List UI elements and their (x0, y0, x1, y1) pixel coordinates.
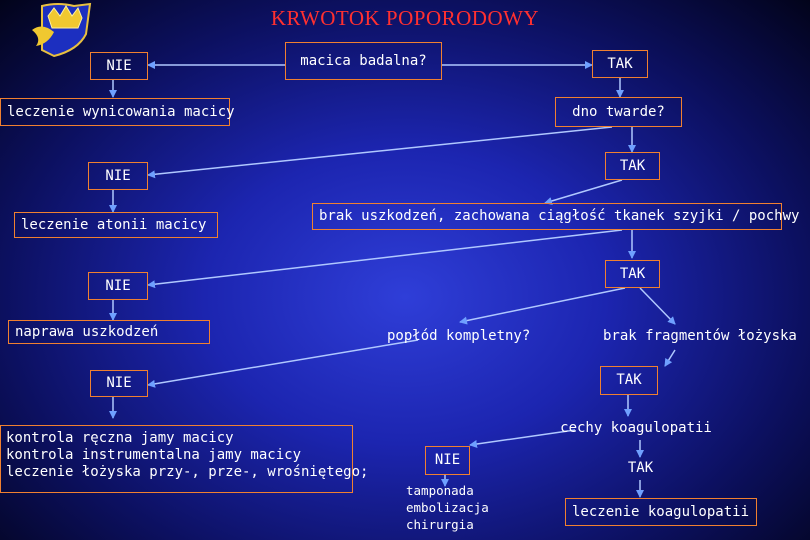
edge-placenta-yes (665, 350, 675, 366)
no-box-3: NIE (88, 272, 148, 300)
edge-injury-no (148, 230, 622, 285)
question-coagulopathy-signs: cechy koagulopatii (560, 419, 712, 436)
yes-box-3: TAK (605, 260, 660, 288)
no-box-2: NIE (88, 162, 148, 190)
no-placental-fragments: brak fragmentów łożyska (603, 328, 797, 344)
yes-box-2: TAK (605, 152, 660, 180)
edge-yes3-afterbirth (460, 288, 625, 322)
page-title: KRWOTOK POPORODOWY (270, 6, 540, 30)
edge-yes2-injury (545, 180, 622, 203)
manual-line-2: kontrola instrumentalna jamy macicy (6, 447, 302, 463)
yes-box-1: TAK (592, 50, 648, 78)
question-uterus-palpable: macica badalna? (285, 42, 442, 80)
edge-hard-no (148, 127, 612, 175)
treatment-uterine-atony: leczenie atonii macicy (14, 212, 218, 238)
option-tamponade: tamponada (406, 483, 474, 498)
option-surgery: chirurgia (406, 517, 474, 532)
question-afterbirth-complete: popłód kompletny? (387, 327, 531, 344)
no-box-4: NIE (90, 370, 148, 397)
edge-afterbirth-no (148, 340, 418, 385)
treatment-other-options (406, 482, 489, 533)
edge-yes3-placenta (640, 288, 675, 324)
treatment-uterine-cavity-control (0, 425, 369, 493)
option-embolization: embolizacja (406, 500, 489, 515)
no-box-1: NIE (90, 52, 148, 80)
treatment-injury-repair: naprawa uszkodzeń (8, 320, 210, 344)
no-box-5: NIE (425, 446, 470, 475)
question-no-tissue-injury: brak uszkodzeń, zachowana ciągłość tkanek szyjki / pochwy (312, 203, 782, 230)
treatment-coagulopathy: leczenie koagulopatii (565, 498, 757, 526)
yes-box-5: TAK (627, 460, 654, 476)
yes-box-4: TAK (600, 366, 658, 395)
manual-line-3: leczenie łożyska przy-, prze-, wrośniętego; (6, 464, 369, 480)
question-fundus-firm: dno twarde? (555, 97, 682, 127)
treatment-uterine-inversion: leczenie wynicowania macicy (0, 98, 230, 126)
manual-line-1: kontrola ręczna jamy macicy (6, 430, 234, 446)
